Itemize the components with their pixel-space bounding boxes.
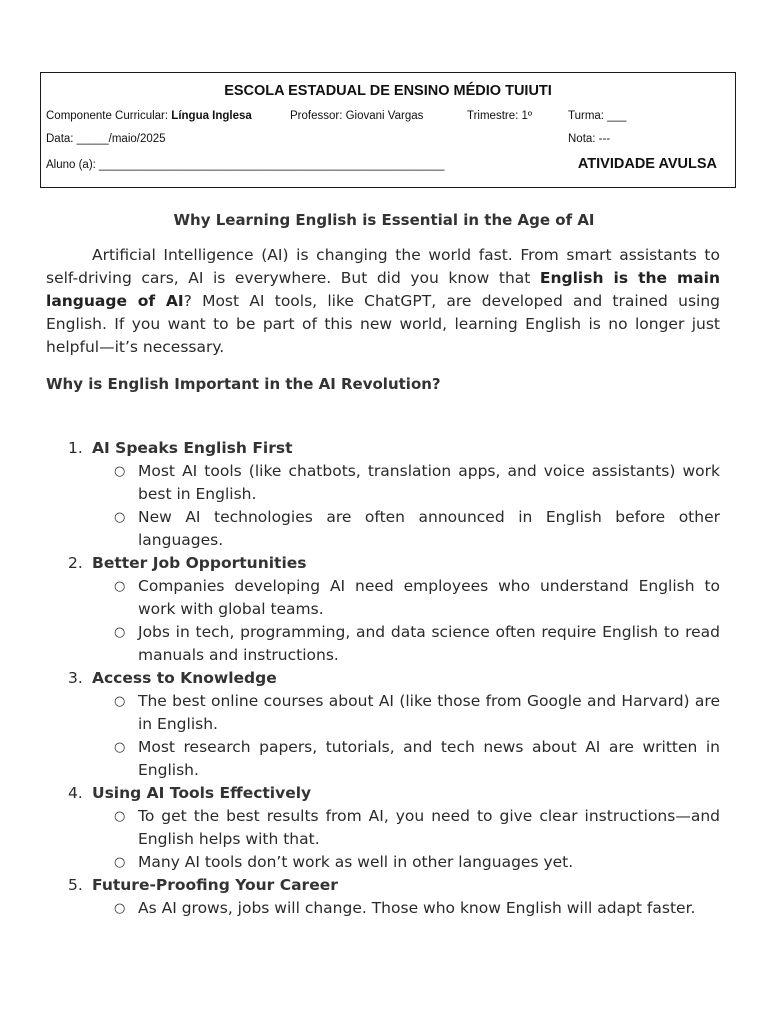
reason-point (92, 621, 720, 667)
reason-number: 5. (68, 876, 83, 894)
reason-points (92, 460, 720, 552)
reason-point-text: Companies developing AI need employees who understand English to work with global teams. (138, 577, 720, 618)
reason-point-text: Most research papers, tutorials, and tech news about AI are written in English. (138, 738, 720, 779)
circle-bullet-icon: ○ (114, 625, 126, 640)
reason-point (92, 460, 720, 506)
curricular-component-label: Componente Curricular: (46, 110, 169, 122)
circle-bullet-icon: ○ (114, 464, 126, 479)
reason-points (92, 690, 720, 782)
circle-bullet-icon: ○ (114, 809, 126, 824)
reason-title: AI Speaks English First (92, 439, 293, 457)
circle-bullet-icon: ○ (114, 510, 126, 525)
reason-point (92, 805, 720, 851)
reason-points (92, 805, 720, 874)
reason-number: 1. (68, 439, 83, 457)
reason-item (46, 782, 720, 874)
reason-points (92, 897, 720, 920)
reason-point (92, 736, 720, 782)
intro-bold-text: English is the main language of AI (46, 269, 720, 310)
reason-point (92, 851, 720, 874)
circle-bullet-icon: ○ (114, 694, 126, 709)
curricular-component-value: Língua Inglesa (171, 110, 252, 122)
grade-field: Nota: --- (568, 133, 611, 145)
intro-paragraph (46, 244, 720, 359)
term-field: Trimestre: 1º (467, 110, 533, 122)
circle-bullet-icon: ○ (114, 579, 126, 594)
reason-item (46, 437, 720, 552)
reason-number: 2. (68, 554, 83, 572)
reason-item (46, 552, 720, 667)
header-box (40, 72, 736, 188)
reason-point (92, 575, 720, 621)
circle-bullet-icon: ○ (114, 855, 126, 870)
reason-point-text: Jobs in tech, programming, and data science often require English to read manuals and instructions. (138, 623, 720, 664)
intro-text-1: Artificial Intelligence (AI) is changing the world fast. From smart assistants to self-driving cars, AI is everywhere. But did you know that (46, 246, 720, 287)
reason-point-text: To get the best results from AI, you need to give clear instructions—and English helps with that. (138, 807, 720, 848)
student-field: Aluno (a): ______________________________________________________ (46, 159, 445, 171)
reason-item (46, 667, 720, 782)
reason-item (46, 874, 720, 920)
reason-point-text: New AI technologies are often announced in English before other languages. (138, 508, 720, 549)
reason-point-text: As AI grows, jobs will change. Those who know English will adapt faster. (138, 899, 696, 917)
circle-bullet-icon: ○ (114, 901, 126, 916)
reason-number: 4. (68, 784, 83, 802)
intro-text-2: ? Most AI tools, like ChatGPT, are developed and trained using English. If you want to be part of this new world, learning English is no longer just helpful—it’s necessary. (46, 292, 721, 356)
reason-point-text: Many AI tools don’t work as well in other languages yet. (138, 853, 574, 871)
teacher-field: Professor: Giovani Vargas (290, 110, 424, 122)
reason-point (92, 690, 720, 736)
reason-points (92, 575, 720, 667)
reason-title: Access to Knowledge (92, 669, 277, 687)
reason-point (92, 506, 720, 552)
reason-number: 3. (68, 669, 83, 687)
reasons-list (46, 437, 720, 920)
activity-label: ATIVIDADE AVULSA (577, 156, 717, 172)
reason-point-text: The best online courses about AI (like those from Google and Harvard) are in English. (138, 692, 720, 733)
circle-bullet-icon: ○ (114, 740, 126, 755)
reason-title: Future-Proofing Your Career (92, 876, 338, 894)
curricular-component (46, 110, 252, 122)
date-field: Data: _____/maio/2025 (46, 133, 166, 145)
reason-title: Using AI Tools Effectively (92, 784, 312, 802)
section-heading: Why is English Important in the AI Revolution? (46, 375, 441, 393)
reason-point (92, 897, 720, 920)
school-name: ESCOLA ESTADUAL DE ENSINO MÉDIO TUIUTI (224, 83, 552, 99)
document-title: Why Learning English is Essential in the Age of AI (173, 211, 595, 229)
class-field: Turma: ___ (568, 110, 627, 122)
reason-point-text: Most AI tools (like chatbots, translation apps, and voice assistants) work best in English. (138, 462, 720, 503)
reason-title: Better Job Opportunities (92, 554, 307, 572)
